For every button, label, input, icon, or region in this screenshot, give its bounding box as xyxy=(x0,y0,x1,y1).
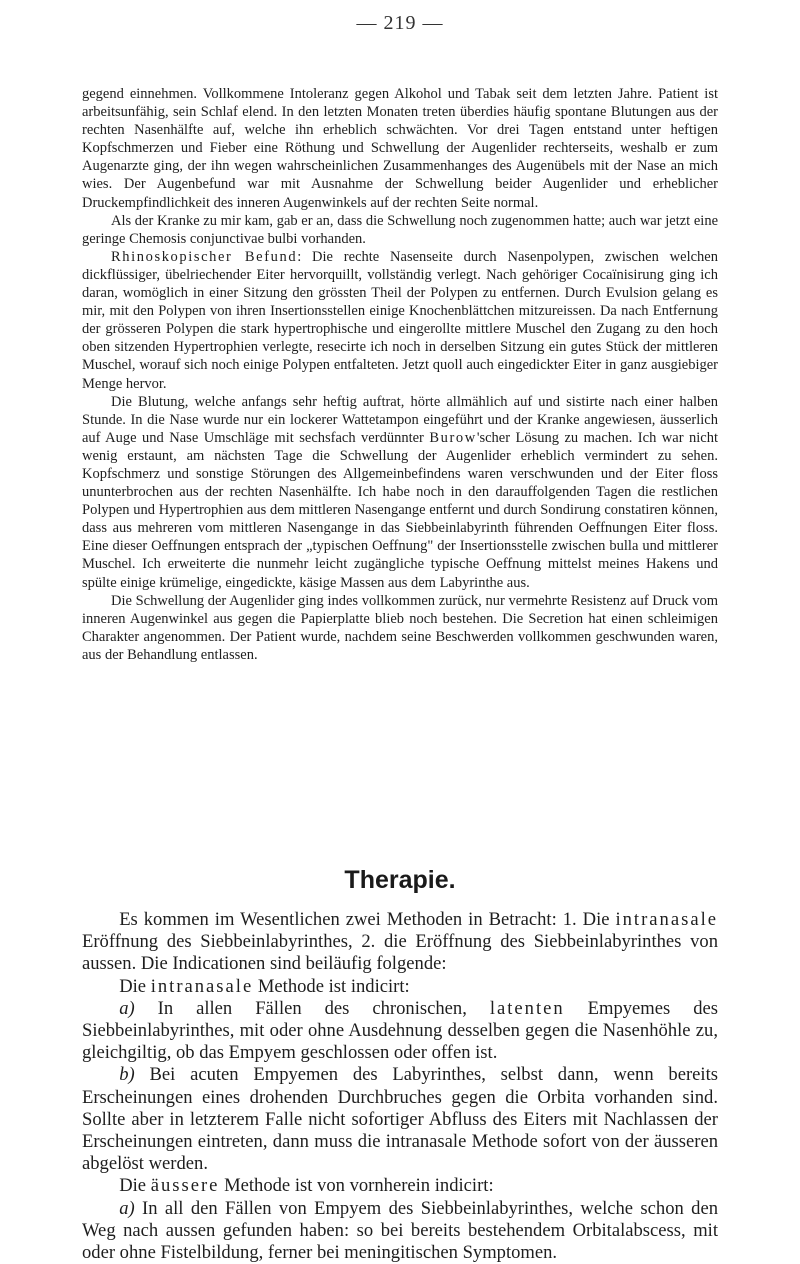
therapy-intro-part: Eröffnung des Siebbeinlabyrinthes, 2. die Eröffnung des Siebbeinlabyrinthes von aussen. Die Indicationen sind beiläufig folgende: xyxy=(82,931,718,975)
aeussere-emphasis: äussere xyxy=(150,1175,220,1197)
section-heading: Therapie. xyxy=(344,866,456,894)
page-number: — 219 — xyxy=(356,12,444,34)
latenten-emphasis: latenten xyxy=(489,997,565,1019)
rhinoscopy-text: : Die rechte Nasenseite durch Nasenpolypen, zwischen welchen dickflüssiger, übelriechender Eiter hervorquillt, vollständig verlegt. Nach gehöriger Cocaïnisirung ging ich daran, womöglich in einer Sitzung den grössten Theil der Polypen zu entfernen. Durch Evulsion gelang es mir, mit den Polypen von ihren Insertionsstellen einige Knochenblättchen mitzureissen. Da nach Entfernung der grösseren Polypen die stark hypertrophische und eingerollte mittlere Muschel den Zugang zu den hoch oben sitzenden Hypertrophien verlegte, resecirte ich noch in derselben Sitzung ein gutes Stück der mittleren Muschel, worauf sich noch einige Polypen entfalteten. Jetzt quoll auch eingedickter Eiter in ganz ausgiebiger Menge hervor. xyxy=(82,248,718,392)
list-item-text: In all den Fällen von Empyem des Siebbeinlabyrinthes, welche schon den Weg nach aussen gefunden haben: so bei bereits bestehendem Orbitalabscess, mit oder ohne Fistelbildung, ferner bei meningitischen Symptomen. xyxy=(82,1197,718,1264)
list-item-b-intranasal xyxy=(82,1064,718,1175)
paragraph-rhinoscopy xyxy=(82,248,718,393)
list-item-a-external xyxy=(82,1198,718,1264)
list-marker: a) xyxy=(119,1197,135,1219)
external-part: Die xyxy=(119,1175,151,1197)
case-report-text xyxy=(82,85,718,664)
intranasal-part: Methode ist indicirt: xyxy=(253,975,410,997)
therapy-intro-part: Es kommen im Wesentlichen zwei Methoden in Betracht: 1. Die xyxy=(119,909,616,930)
intranasal-indication xyxy=(82,976,718,998)
intranasale-emphasis: intranasale xyxy=(150,975,254,997)
therapy-intro xyxy=(82,909,718,976)
intranasale-emphasis: intranasale xyxy=(615,909,718,930)
rhinoscopy-label: Rhinoskopischer Befund xyxy=(111,248,298,265)
bleeding-text-before: Die Blutung, welche anfangs sehr heftig auftrat, hörte allmählich auf und sistirte nach einer halben Stunde. In die Nase wurde nur ein lockerer Wattetampon eingeführt und der Kranke angewiesen, äusserlich auf Auge und Nase Umschläge mit sechsfach verdünnter xyxy=(82,393,718,446)
paragraph-outcome: Die Schwellung der Augenlider ging indes vollkommen zurück, nur vermehrte Resistenz auf Druck vom inneren Augenwinkel aus gegen die Papierplatte blieb noch bestehen. Die Secretion hat einen schleimigen Charakter angenommen. Der Patient wurde, nachdem seine Beschwerden vollkommen geschwunden waren, aus der Behandlung entlassen. xyxy=(82,592,718,663)
bleeding-text-after: 'scher Lösung zu machen. Ich war nicht wenig erstaunt, am nächsten Tage die Schwellung der Augenlider erheblich vermindert zu sehen. Kopfschmerz und sonstige Störungen des Allgemeinbefindens waren verschwunden und der Eiter floss ununterbrochen aus der rechten Nasenhälfte. Ich habe noch in den darauffolgenden Tagen die restlichen Polypen und Hypertrophien aus dem mittleren Nasengange entfernt und durch Sondirung constatiren können, dass aus mehreren vom mittleren Nasengange in das Siebbeinlabyrinth führenden Oeffnungen Eiter floss. Eine dieser Oeffnungen entsprach der „typischen Oeffnung" der Insertionsstelle zwischen bulla und mittlerer Muschel. Ich erweiterte die nunmehr leicht zugängliche typische Oeffnung mittelst meines Hakens und spülte einige krümelige, eingedickte, käsige Massen aus dem Labyrinthe aus. xyxy=(82,429,718,591)
list-item-text: Empyemes des Siebbeinlabyrinthes, mit oder ohne Ausdehnung desselben gegen die Nasenhöhle zu, gleichgiltig, ob das Empyem geschlossen oder offen ist. xyxy=(82,997,718,1064)
list-item-a-intranasal xyxy=(82,998,718,1065)
list-item-text: In allen Fällen des chronischen, xyxy=(134,997,490,1019)
intranasal-part: Die xyxy=(119,975,151,997)
list-marker: b) xyxy=(119,1064,135,1086)
external-indication xyxy=(82,1175,718,1197)
paragraph-bleeding xyxy=(82,393,718,592)
list-marker: a) xyxy=(119,997,135,1019)
burow-name: Burow xyxy=(429,429,477,446)
therapy-text xyxy=(82,909,718,1264)
paragraph-admission: Als der Kranke zu mir kam, gab er an, dass die Schwellung noch zugenommen hatte; auch war jetzt eine geringe Chemosis conjunctivae bulbi vorhanden. xyxy=(82,212,718,247)
list-item-text: Bei acuten Empyemen des Labyrinthes, selbst dann, wenn bereits Erscheinungen eines drohenden Durchbruches gegen die Orbita vorhanden sind. Sollte aber in letzterem Falle nicht sofortiger Abfluss des Eiters mit Nachlassen der Erscheinungen eintreten, dann muss die intranasale Methode sofort von der äusseren abgelöst werden. xyxy=(82,1064,718,1175)
paragraph-history: gegend einnehmen. Vollkommene Intoleranz gegen Alkohol und Tabak seit dem letzten Jahre. Patient ist arbeitsunfähig, sein Schlaf elend. In den letzten Monaten treten überdies häufig spontane Blutungen aus der rechten Nasenhälfte auf, welche ihn erheblich schwächten. Vor drei Tagen entstand unter heftigen Kopfschmerzen und Fieber eine Röthung und Schwellung der Augenlider rechterseits, weshalb er zum Augenarzte ging, der ihn wegen wahrscheinlichen Zusammenhanges des Augenübels mit der Nase an mich wies. Der Augenbefund war mit Ausnahme der Schwellung beider Augenlider und erheblicher Druckempfindlichkeit des inneren Augenwinkels auf der rechten Seite normal. xyxy=(82,86,718,211)
external-part: Methode ist von vornherein indicirt: xyxy=(219,1175,494,1197)
